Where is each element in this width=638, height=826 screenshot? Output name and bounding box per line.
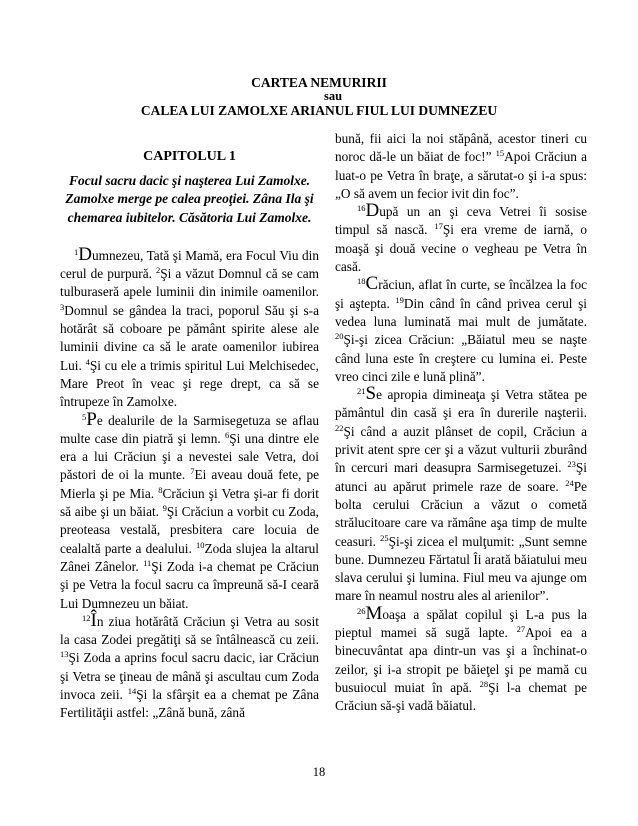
book-title: CARTEA NEMURIRII xyxy=(251,75,387,90)
verse-text: Crăciun şi Vetra şi-ar fi dorit să aibe şi un băiat. xyxy=(60,485,319,520)
drop-initial: D xyxy=(78,243,92,265)
verse-text: Apoi ea a binecuvântat apa dintr-un vas şi a închinat-o zeilor, şi i-a stropit pe băieţel şi pe mamă cu busuiocul muiat în apă. xyxy=(335,625,587,695)
chapter-summary: Focul sacru dacic şi naşterea Lui Zamolxe. Zamolxe merge pe calea preoţiei. Zâna Ila şi chemarea iubitelor. Căsătoria Lui Zamolxe. xyxy=(65,173,314,225)
verse-number: 25 xyxy=(380,532,389,543)
verse-text: Domnul se gândea la traci, poporul Său şi s-a hotărât să coboare pe pământ spirite alese ale luminii divine ca să le arate oamenilor iubirea Lui. xyxy=(60,302,319,373)
drop-initial: Î xyxy=(90,609,97,631)
verse-text: Şi a văzut Domnul că se cam tulburaseră apele luminii din inimile oamenilor. xyxy=(60,266,319,300)
verse-number: 11 xyxy=(143,557,152,568)
verse-number: 4 xyxy=(85,356,90,367)
verse-text: Zoda slujea la altarul Zânei Zânelor. xyxy=(60,540,319,574)
verse-text: Şi Zoda a aprins focul sacru dacic, iar Crăciun şi Vetra se ţineau de mână şi ascultau cum Zoda invoca zeii. xyxy=(60,650,319,703)
verse-text: oaşa a spălat copilul şi L-a pus la pieptul mamei să sugă lapte. xyxy=(335,606,587,641)
verse-number: 1 xyxy=(74,246,79,257)
paragraph-verse-21 xyxy=(335,383,587,606)
verse-text: Şi-şi zicea el mulţumit: „Sunt semne bune. Dumnezeu Fărtatul Îi arată băiatului meu slava cerului şi lumina. Fiul meu va ajunge om mare în neamul nostru ales al arienilor”. xyxy=(335,533,587,604)
drop-initial: D xyxy=(365,200,380,222)
verse-text: Şi era vreme de iarnă, o moaşă şi două vecine o vegheau pe Vetra în casă. xyxy=(335,222,588,275)
verse-text: Şi-şi zicea Crăciun: „Băiatul meu se naşte când luna este în creştere cu lumina ei. Peste vreo cinci zile e lună plină”. xyxy=(335,332,587,384)
book-subtitle: CALEA LUI ZAMOLXE ARIANUL FIUL LUI DUMNEZEU xyxy=(140,103,498,118)
verse-number: 5 xyxy=(82,411,87,422)
verse-number: 9 xyxy=(162,503,167,514)
verse-number: 3 xyxy=(60,301,65,312)
verse-number: 14 xyxy=(127,686,137,697)
verse-text: Şi cu ele a trimis spiritul Lui Melchisedec, Mare Preot în veac şi rege drept, ca să se întrupeze în Zamolxe. xyxy=(60,357,319,410)
verse-number: 21 xyxy=(357,386,366,397)
paragraph-verse-14-cont xyxy=(335,130,587,203)
verse-text: Şi când a auzit plânset de copil, Crăciun a privit atent spre cer şi a văzut vulturii zburând în cercuri mari deasupra Sarmisegetuzei. xyxy=(335,423,587,476)
paragraph-verse-16 xyxy=(335,200,588,276)
verse-text: Ei aveau două fete, pe Mierla şi pe Mia. xyxy=(60,467,319,501)
verse-text: Pe bolta cerului Crăciun a văzut o cometă strălucitoare care va rămâne aşa timp de multe ceasuri. xyxy=(335,478,587,549)
verse-text: Şi una dintre ele era a lui Crăciun şi a nevestei sale Vetra, doi păstori de oi la munte. xyxy=(60,430,319,483)
verse-text: Şi Crăciun a vorbit cu Zoda, preoteasa vestală, presbitera care locuia de cealaltă parte a dealului. xyxy=(60,504,319,556)
paragraph-verse-1 xyxy=(60,243,319,412)
drop-initial: S xyxy=(365,383,377,405)
verse-number: 28 xyxy=(479,678,489,689)
verse-text: răciun, aflat în curte, se încălzea la foc şi aştepta. xyxy=(335,277,587,311)
left-column xyxy=(60,148,319,723)
book-title-connector: sau xyxy=(323,89,343,103)
verse-number: 26 xyxy=(357,605,366,616)
paragraph-verse-18 xyxy=(335,273,587,386)
verse-number: 8 xyxy=(158,484,163,495)
verse-number: 12 xyxy=(82,612,91,623)
verse-number: 15 xyxy=(495,148,505,159)
right-column xyxy=(335,130,587,716)
verse-number: 2 xyxy=(155,265,161,276)
verse-text: bună, fii aici la noi stăpână, acestor tineri cu noroc dă-le un băiat de foc!” xyxy=(335,131,587,165)
page-number: 18 xyxy=(312,765,326,779)
drop-initial: P xyxy=(86,408,97,430)
verse-text: n ziua hotărâtă Crăciun şi Vetra au sosit la casa Zodei pregătiţi să se întâlnească cu zeii. xyxy=(60,613,319,648)
verse-number: 7 xyxy=(190,466,195,477)
verse-text: Şi l-a chemat pe Crăciun să-şi vadă băiatul. xyxy=(335,679,588,714)
verse-text: umnezeu, Tată şi Mamă, era Focul Viu din cerul de purpură. xyxy=(60,247,319,282)
verse-text: Şi atunci au apărut primele raze de soare. xyxy=(335,460,587,494)
verse-number: 16 xyxy=(357,203,366,214)
verse-text: Din când în când privea cerul şi vedea luna luminată mai mult de jumătate. xyxy=(335,295,587,329)
verse-number: 13 xyxy=(60,649,69,660)
verse-text: e apropia dimineaţa şi Vetra stătea pe pământul din casă şi era în durerile naşterii. xyxy=(335,387,587,421)
verse-number: 17 xyxy=(434,221,443,232)
paragraph-verse-5 xyxy=(60,408,319,613)
verse-number: 18 xyxy=(357,276,366,287)
verse-text: Şi Zoda i-a chemat pe Crăciun şi pe Vetra la focul sacru ca împreună să-I ceară Lui Dumnezeu un băiat. xyxy=(60,558,319,611)
verse-number: 22 xyxy=(335,422,344,433)
verse-number: 20 xyxy=(335,331,344,342)
verse-number: 6 xyxy=(225,429,230,440)
verse-number: 24 xyxy=(565,477,574,488)
drop-initial: C xyxy=(365,273,379,295)
paragraph-verse-26 xyxy=(335,602,588,716)
verse-text: upă un an şi ceva Vetrei îi sosise timpul să nască. xyxy=(335,204,587,238)
verse-text: Apoi Crăciun a luat-o pe Vetra în braţe, a sărutat-o şi i-a spus: „O să avem un fecior ivit din foc”. xyxy=(335,149,587,201)
drop-initial: M xyxy=(365,602,383,624)
verse-text: e dealurile de la Sarmisegetuza se aflau multe case din piatră şi lemn. xyxy=(60,412,319,446)
verse-number: 19 xyxy=(395,294,404,305)
chapter-title: CAPITOLUL 1 xyxy=(143,149,236,164)
paragraph-verse-12 xyxy=(60,609,320,723)
verse-number: 10 xyxy=(196,539,205,550)
verse-text: Şi la sfârşit ea a chemat pe Zâna Fertilităţii astfel: „Zână bună, zână xyxy=(60,687,320,721)
verse-number: 27 xyxy=(516,624,526,635)
verse-number: 23 xyxy=(567,459,576,470)
